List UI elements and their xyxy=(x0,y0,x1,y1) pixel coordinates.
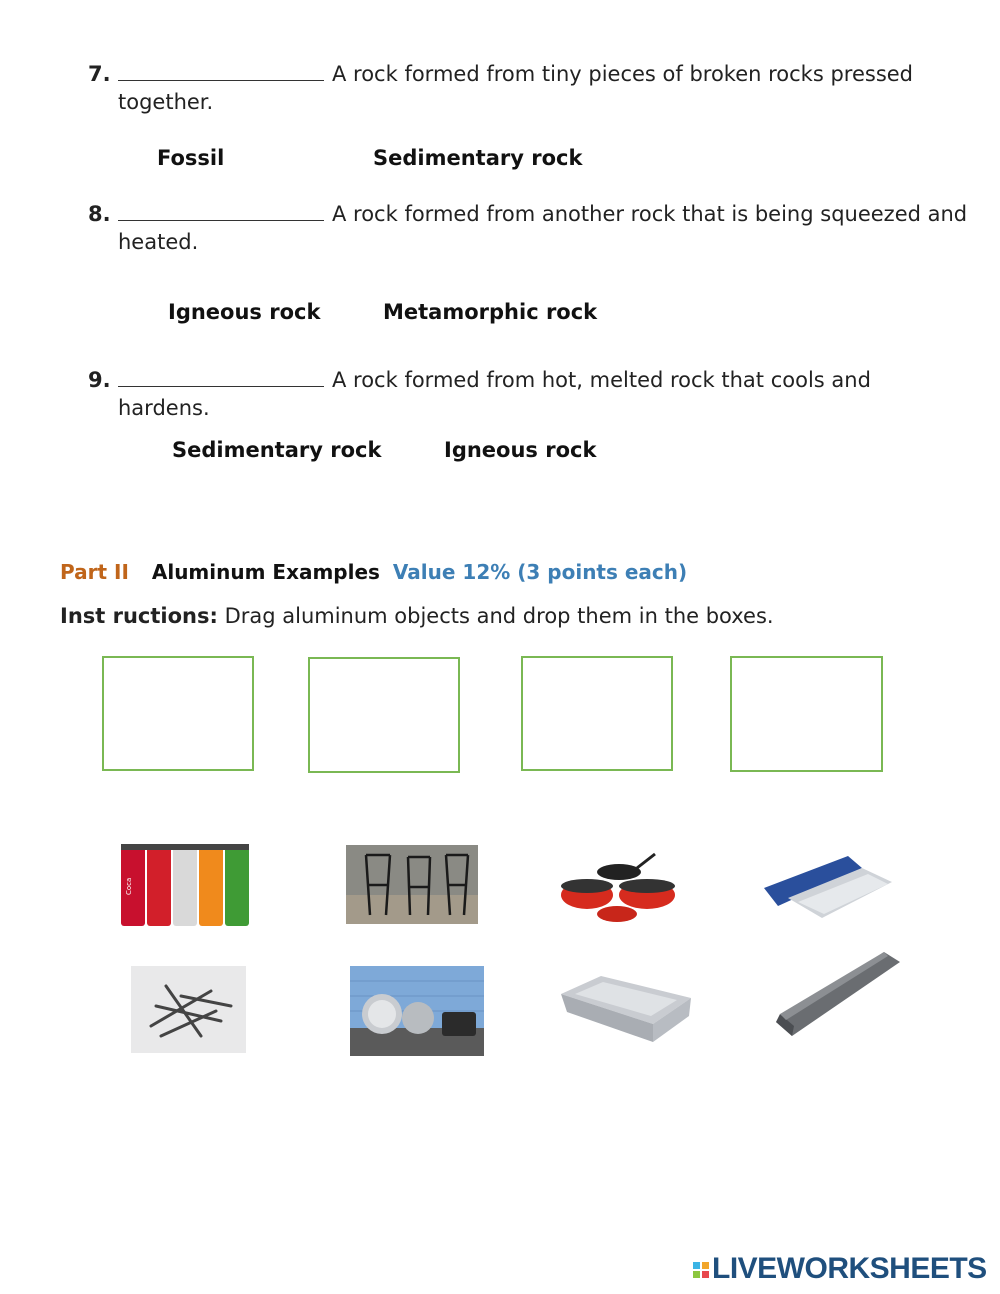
drop-box-1[interactable] xyxy=(102,656,254,771)
drop-box-2[interactable] xyxy=(308,657,460,773)
instructions-text: Drag aluminum objects and drop them in the boxes. xyxy=(217,604,774,628)
option-7a[interactable]: Fossil xyxy=(157,146,225,170)
foil-tray-image[interactable] xyxy=(557,972,695,1048)
option-8a[interactable]: Igneous rock xyxy=(168,300,321,324)
option-9a[interactable]: Sedimentary rock xyxy=(172,438,382,462)
option-7b[interactable]: Sedimentary rock xyxy=(373,146,583,170)
brand-text: LIVEWORKSHEETS xyxy=(712,1252,987,1285)
question-text: A rock formed from another rock that is being squeezed and heated. xyxy=(118,202,968,254)
nails-image[interactable] xyxy=(131,966,246,1053)
cooking-pots-image[interactable] xyxy=(557,850,685,930)
question-number: 9. xyxy=(88,368,111,392)
instructions-label: Inst ructions: xyxy=(60,604,218,628)
part-label: Part II xyxy=(60,560,129,584)
soda-cans-image[interactable] xyxy=(117,840,251,928)
part-2-header xyxy=(60,560,687,584)
liveworksheets-logo xyxy=(692,1252,987,1286)
drop-box-4[interactable] xyxy=(730,656,883,772)
part-value: Value 12% (3 points each) xyxy=(392,560,688,584)
metal-bar-image[interactable] xyxy=(772,948,902,1042)
question-text: A rock formed from tiny pieces of broken rocks pressed together. xyxy=(118,62,914,114)
answer-blank-9[interactable] xyxy=(118,368,324,387)
question-number: 7. xyxy=(88,62,111,86)
question-text: A rock formed from hot, melted rock that cools and hardens. xyxy=(118,368,871,420)
instructions xyxy=(60,604,774,628)
question-number: 8. xyxy=(88,202,111,226)
option-9b[interactable]: Igneous rock xyxy=(444,438,597,462)
steel-pans-image[interactable] xyxy=(350,966,484,1056)
option-8b[interactable]: Metamorphic rock xyxy=(383,300,598,324)
logo-squares-icon xyxy=(692,1261,712,1279)
answer-blank-7[interactable] xyxy=(118,62,324,81)
drop-box-3[interactable] xyxy=(521,656,673,771)
part-title: Aluminum Examples xyxy=(151,560,380,584)
metal-chairs-image[interactable] xyxy=(346,845,478,924)
aluminum-foil-image[interactable] xyxy=(758,848,894,920)
svg-text:Coca: Coca xyxy=(125,877,133,895)
answer-blank-8[interactable] xyxy=(118,202,324,221)
